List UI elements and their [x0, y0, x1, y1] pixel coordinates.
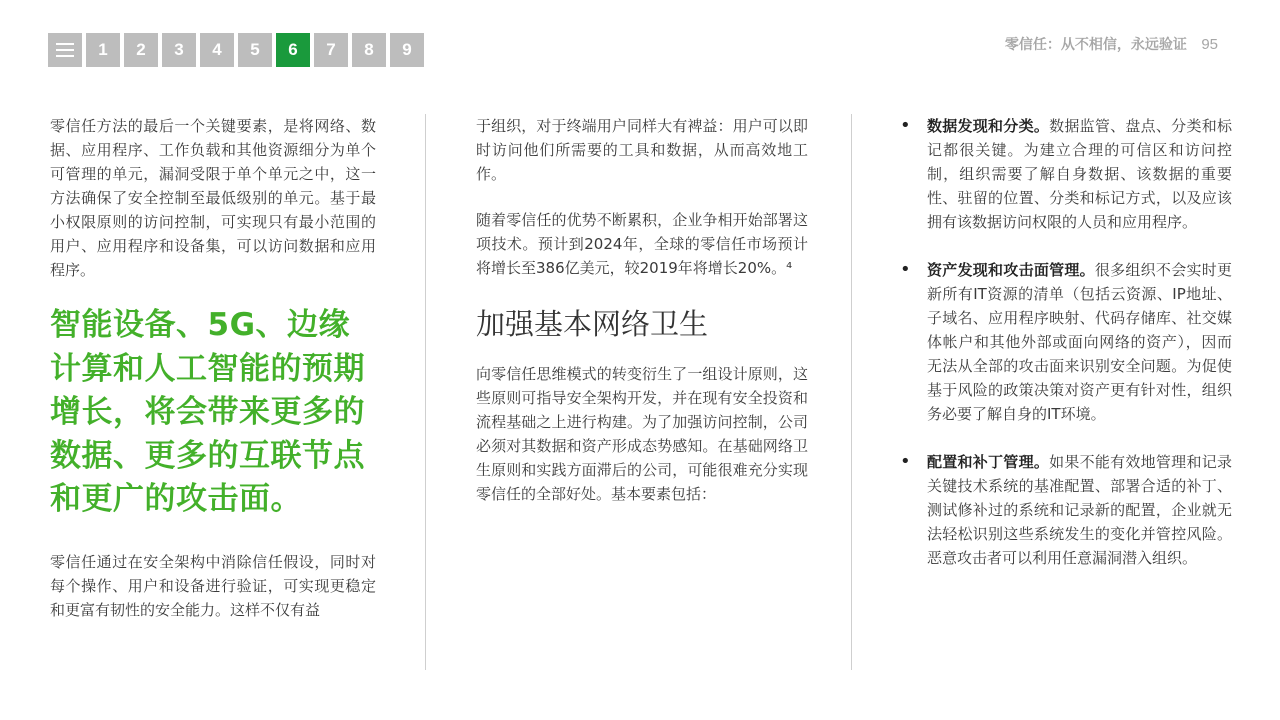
column-divider — [851, 114, 852, 670]
list-item — [898, 258, 1232, 426]
item-title: 数据发现和分类。 — [927, 117, 1050, 135]
menu-icon[interactable] — [48, 33, 82, 67]
item-text: 如果不能有效地管理和记录关键技术系统的基准配置、部署合适的补丁、测试修补过的系统和记录新的配置，企业就无法轻松识别这些系统发生的变化并管控风险。恶意攻击者可以利用任意漏洞潜入组织。 — [927, 453, 1232, 567]
list-item — [898, 450, 1232, 570]
page-header — [1005, 34, 1218, 54]
paragraph: 随着零信任的优势不断累积，企业争相开始部署这项技术。预计到2024年，全球的零信任市场预计将增长至386亿美元，较2019年将增长20%。⁴ — [476, 211, 808, 277]
column-divider — [425, 114, 426, 670]
paragraph: 于组织，对于终端用户同样大有裨益：用户可以即时访问他们所需要的工具和数据，从而高效地工作。 — [476, 117, 808, 183]
column-1 — [50, 114, 376, 622]
document-title: 零信任：从不相信，永远验证 — [1004, 37, 1187, 53]
column-3 — [898, 114, 1232, 594]
paragraph: 向零信任思维模式的转变衍生了一组设计原则，这些原则可指导安全架构开发，并在现有安全投资和流程基础之上进行构建。为了加强访问控制，公司必须对其数据和资产形成态势感知。在基础网络卫生原则和实践方面滞后的公司，可能很难充分实现零信任的全部好处。基本要素包括： — [476, 365, 808, 503]
bullet-list — [898, 114, 1232, 570]
page-navigation — [48, 33, 424, 67]
item-title: 配置和补丁管理。 — [927, 453, 1050, 471]
pull-quote: 智能设备、5G、边缘计算和人工智能的预期增长，将会带来更多的数据、更多的互联节点和更广的攻击面。 — [50, 307, 365, 517]
nav-page-6-active[interactable]: 6 — [276, 33, 310, 67]
nav-page-9[interactable]: 9 — [390, 33, 424, 67]
nav-page-4[interactable]: 4 — [200, 33, 234, 67]
nav-page-1[interactable]: 1 — [86, 33, 120, 67]
nav-page-8[interactable]: 8 — [352, 33, 386, 67]
nav-page-3[interactable]: 3 — [162, 33, 196, 67]
item-text: 数据监管、盘点、分类和标记都很关键。为建立合理的可信区和访问控制，组织需要了解自身数据、该数据的重要性、驻留的位置、分类和标记方式，以及应该拥有该数据访问权限的人员和应用程序。 — [927, 117, 1232, 231]
list-item — [898, 114, 1232, 234]
nav-page-7[interactable]: 7 — [314, 33, 348, 67]
page-number: 95 — [1201, 36, 1218, 53]
nav-page-5[interactable]: 5 — [238, 33, 272, 67]
item-title: 资产发现和攻击面管理。 — [927, 261, 1095, 279]
nav-page-2[interactable]: 2 — [124, 33, 158, 67]
column-2 — [476, 114, 808, 506]
paragraph: 零信任方法的最后一个关键要素，是将网络、数据、应用程序、工作负载和其他资源细分为单个可管理的单元，漏洞受限于单个单元之中，这一方法确保了安全控制至最低级别的单元。基于最小权限原则的访问控制，可实现只有最小范围的用户、应用程序和设备集，可以访问数据和应用程序。 — [50, 117, 376, 279]
paragraph: 零信任通过在安全架构中消除信任假设，同时对每个操作、用户和设备进行验证，可实现更稳定和更富有韧性的安全能力。这样不仅有益 — [50, 552, 376, 619]
section-heading: 加强基本网络卫生 — [476, 307, 709, 341]
item-text: 很多组织不会实时更新所有IT资源的清单（包括云资源、IP地址、子域名、应用程序映射、代码存储库、社交媒体帐户和其他外部或面向网络的资产），因而无法从全部的攻击面来识别安全问题。为促使基于风险的政策决策对资产更有针对性，组织务必要了解自身的IT环境。 — [927, 261, 1232, 423]
